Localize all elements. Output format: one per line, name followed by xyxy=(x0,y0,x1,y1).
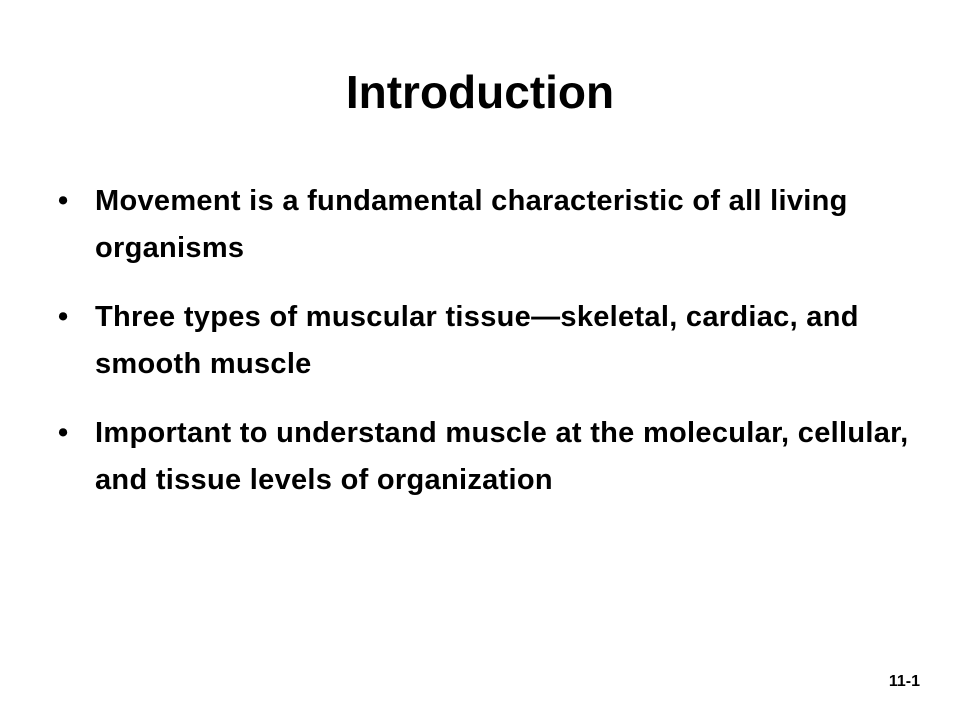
bullet-list xyxy=(58,178,918,526)
bullet-text: Movement is a fundamental characteristic of all living organisms xyxy=(95,185,848,264)
slide-title: Introduction xyxy=(345,66,615,118)
bullet-marker: • xyxy=(58,185,69,217)
bullet-item xyxy=(58,410,918,504)
bullet-marker: • xyxy=(58,301,69,333)
bullet-marker: • xyxy=(58,417,69,449)
bullet-item xyxy=(58,178,918,272)
bullet-text: Important to understand muscle at the molecular, cellular, and tissue levels of organization xyxy=(95,417,909,496)
bullet-item xyxy=(58,294,918,388)
bullet-text: Three types of muscular tissue—skeletal, cardiac, and smooth muscle xyxy=(95,301,859,380)
page-number: 11-1 xyxy=(888,673,920,690)
